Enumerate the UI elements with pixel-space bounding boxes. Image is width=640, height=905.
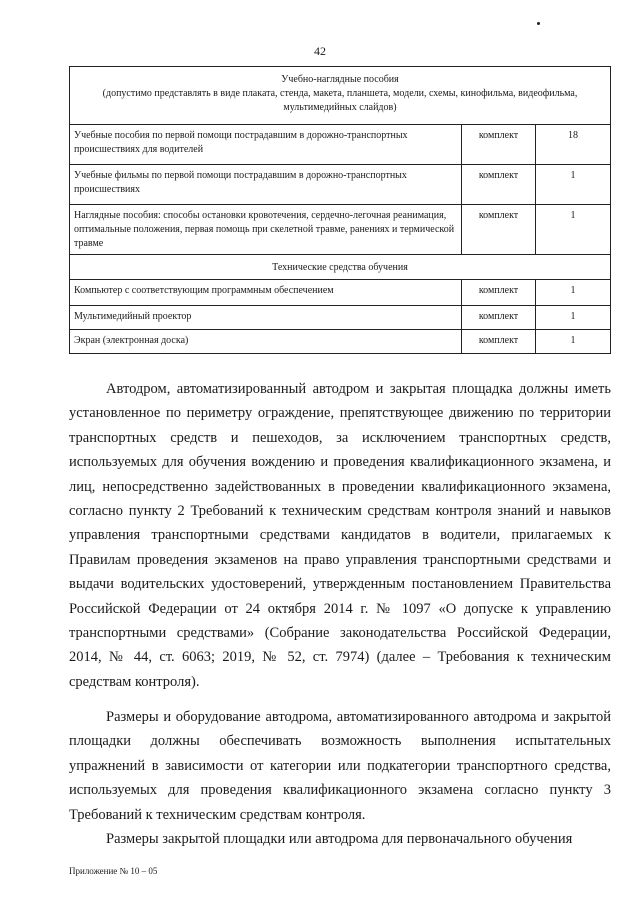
section-title: Учебно-наглядные пособия [281, 74, 399, 85]
item-name-cell: Учебные пособия по первой помощи пострадавшим в дорожно-транспортных происшествиях для водителей [70, 125, 462, 165]
paragraph-3 [69, 827, 611, 851]
document-footer: Приложение № 10 – 05 [69, 866, 158, 876]
table-row [70, 165, 611, 205]
paragraph-2 [69, 705, 611, 827]
table-section-header [70, 67, 611, 125]
table-row [70, 306, 611, 330]
unit-cell: комплект [462, 165, 536, 205]
section-title: Технические средства обучения [272, 262, 408, 273]
quantity-cell: 1 [536, 280, 611, 306]
unit-cell: комплект [462, 125, 536, 165]
unit-cell: комплект [462, 330, 536, 354]
table-row [70, 280, 611, 306]
paragraph-1 [69, 377, 611, 694]
paragraph-3-text: Размеры закрытой площадки или автодрома для первоначального обучения [106, 831, 573, 847]
item-name-cell: Компьютер с соответствующим программным обеспечением [70, 280, 462, 306]
item-name-cell: Наглядные пособия: способы остановки кровотечения, сердечно-легочная реанимация, оптимальные положения, первая помощь при скелетной травме, ранениях и термической травме [70, 205, 462, 255]
section-title-cell [70, 255, 611, 280]
quantity-cell: 18 [536, 125, 611, 165]
paragraph-1-text: Автодром, автоматизированный автодром и закрытая площадка должны иметь установленное по периметру ограждение, препятствующее движению по территории транспортных средств и пешеходов, за исключением транспортных средств, используемых для обучения вождению и проведения квалификационного экзамена, и лиц, непосредственно задействованных в проведении квалификационного экзамена, согласно пункту 2 Требований к техническим средствам контроля знаний и навыков управления транспортными средствами кандидатов в водители, прилагаемых к Правилам проведения экзаменов на право управления транспортными средствами и выдачи водительских удостоверений, утвержденным постановлением Правительства Российской Федерации от 24 октября 2014 г. № 1097 «О допуске к управлению транспортными средствами» (Собрание законодательства Российской Федерации, 2014, № 44, ст. 6063; 2019, № 52, ст. 7974) (далее – Требования к техническим средствам контроля). [69, 381, 611, 690]
section-title-cell [70, 67, 611, 125]
unit-cell: комплект [462, 306, 536, 330]
table-row [70, 205, 611, 255]
table-section-header [70, 255, 611, 280]
item-name-cell: Мультимедийный проектор [70, 306, 462, 330]
item-name-cell: Экран (электронная доска) [70, 330, 462, 354]
table-row [70, 125, 611, 165]
page-number: 42 [314, 44, 326, 58]
quantity-cell: 1 [536, 330, 611, 354]
scan-speck [537, 22, 540, 25]
quantity-cell: 1 [536, 165, 611, 205]
section-subtitle: (допустимо представлять в виде плаката, стенда, макета, планшета, модели, схемы, кинофильма, видеофильма, мультимедийных слайдов) [102, 88, 578, 113]
table-row [70, 330, 611, 354]
unit-cell: комплект [462, 205, 536, 255]
unit-cell: комплект [462, 280, 536, 306]
quantity-cell: 1 [536, 205, 611, 255]
equipment-table [69, 66, 611, 354]
paragraph-2-text: Размеры и оборудование автодрома, автоматизированного автодрома и закрытой площадки должны обеспечивать возможность выполнения испытательных упражнений в зависимости от категории или подкатегории транспортного средства, используемых для проведения квалификационного экзамена согласно пункту 3 Требований к техническим средствам контроля. [69, 709, 611, 823]
item-name-cell: Учебные фильмы по первой помощи пострадавшим в дорожно-транспортных происшествиях [70, 165, 462, 205]
quantity-cell: 1 [536, 306, 611, 330]
